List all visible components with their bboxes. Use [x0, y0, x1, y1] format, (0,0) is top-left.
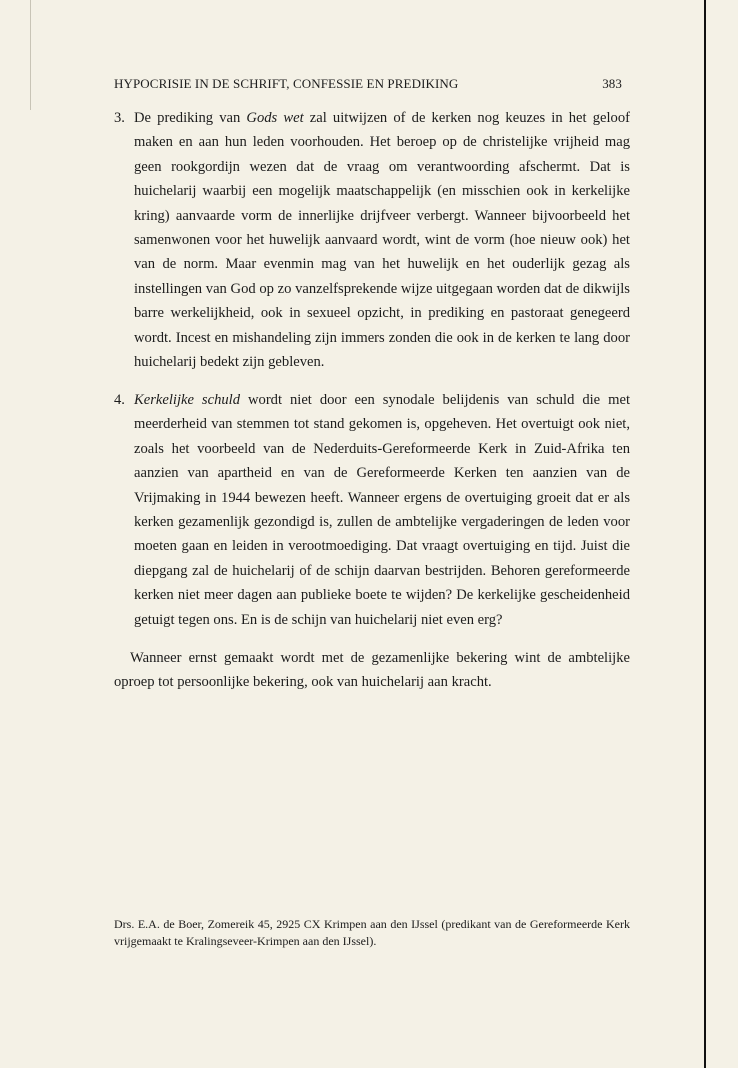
- list-item-4: [114, 388, 630, 632]
- paragraph-lead: De prediking van: [134, 110, 247, 126]
- list-item-paragraph: [134, 106, 630, 374]
- running-head-title: HYPOCRISIE IN DE SCHRIFT, CONFESSIE EN PREDIKING: [114, 76, 459, 91]
- emphasized-term: Gods wet: [246, 110, 304, 126]
- author-footnote: Drs. E.A. de Boer, Zomereik 45, 2925 CX Krimpen aan den IJssel (predikant van de Gereformeerde Kerk vrijgemaakt te Kralingseveer-Krimpen aan den IJssel).: [114, 917, 630, 948]
- paragraph-body: wordt niet door een synodale belijdenis van schuld die met meerderheid van stemmen tot stand gekomen is, opgeheven. Het overtuigt ook niet, zoals het voorbeeld van de Nederduits-Gereformeerde Kerk in Zuid-Afrika ten aanzien van apartheid en van de Gereformeerde Kerken ten aanzien van de Vrijmaking in 1944 bewezen heeft. Wanneer ergens de overtuiging groeit dat er als kerken gezamenlijk gezondigd is, zullen de ambtelijke vergaderingen de leden voor moeten gaan en leiden in verootmoediging. Dat vraagt overtuiging en tijd. Juist die diepgang zal de huichelarij of de schijn daarvan bestrijden. Behoren gereformeerde kerken niet meer dagen aan publieke boete te wijden? De kerkelijke gescheidenheid getuigt tegen ons. En is de schijn van huichelarij niet even erg?: [134, 392, 630, 628]
- page-number: 383: [602, 76, 622, 91]
- running-head: [114, 76, 634, 92]
- list-item-number: 3.: [114, 110, 125, 126]
- page-crease: [30, 0, 31, 110]
- emphasized-term: Kerkelijke schuld: [134, 392, 241, 408]
- paragraph-body: zal uitwijzen of de kerken nog keuzes in het geloof maken en aan hun leden voorhouden. Het beroep op de christelijke vrijheid mag geen rookgordijn wezen dat de vraag om verantwoording afschermt. Dat is huichelarij waarbij een mogelijk maatschappelijk (en misschien ook in kerkelijke kring) aanvaarde vorm de innerlijke drijfveer verbergt. Wanneer bijvoorbeeld het samenwonen voor het huwelijk aanvaard wordt, wint de vorm (hoe nieuw ook) het van de norm. Maar evenmin mag van het huwelijk en het ouderlijk gezag als instellingen van God op zo vanzelfsprekende wijze uitgegaan worden dat de dikwijls barre werkelijkheid, ook in sexueel opzicht, in prediking en pastoraat genegeerd wordt. Incest en mishandeling zijn immers zonden die ook in de kerken te lang door huichelarij bedekt zijn gebleven.: [134, 110, 630, 371]
- page-edge-border: [704, 0, 706, 1068]
- list-item-paragraph: [134, 388, 630, 632]
- list-item-number: 4.: [114, 392, 125, 408]
- list-item-3: [114, 106, 630, 374]
- closing-paragraph: Wanneer ernst gemaakt wordt met de gezamenlijke bekering wint de ambtelijke oproep tot persoonlijke bekering, ook van huichelarij aan kracht.: [114, 650, 630, 691]
